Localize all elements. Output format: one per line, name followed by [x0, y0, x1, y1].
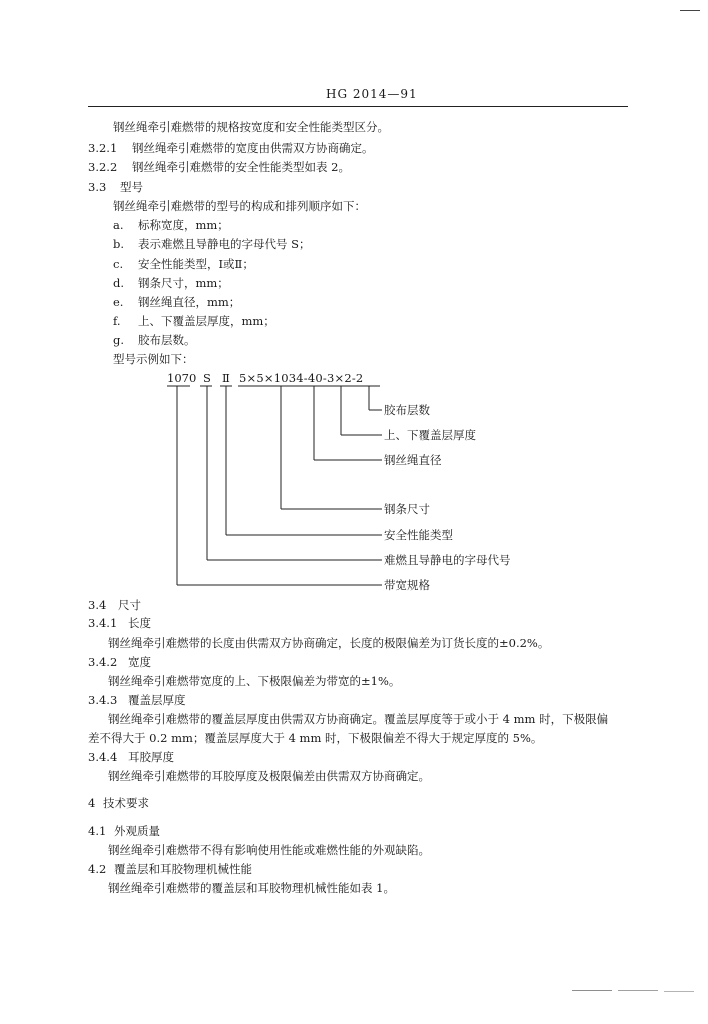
scan-artifact	[680, 10, 700, 11]
example-letter-code: S	[203, 371, 211, 385]
list-item-letter: f.	[113, 314, 121, 328]
list-item-text: 标称宽度，mm；	[138, 218, 229, 232]
list-item-letter: g.	[113, 333, 125, 347]
section-title: 覆盖层厚度	[128, 693, 186, 707]
scan-artifact	[664, 991, 694, 992]
example-code: 5×5×1034-40-3×2-2	[239, 371, 364, 385]
diagram-label: 胶布层数	[384, 403, 430, 417]
example-intro: 型号示例如下：	[113, 352, 194, 366]
section-title: 长度	[128, 616, 151, 630]
section-text: 钢丝绳牵引难燃带的长度由供需双方协商确定，长度的极限偏差为订货长度的±0.2%。	[108, 636, 550, 650]
list-item-text: 钢丝绳直径，mm；	[138, 295, 241, 309]
section-number: 4.1	[88, 824, 107, 838]
intro-text: 钢丝绳牵引难燃带的规格按宽度和安全性能类型区分。	[113, 120, 389, 134]
diagram-label: 上、下覆盖层厚度	[384, 428, 476, 442]
example-safety-type: Ⅱ	[222, 371, 230, 385]
section-number: 3.4.4	[88, 750, 118, 764]
section-text: 钢丝绳牵引难燃带的型号的构成和排列顺序如下：	[113, 199, 366, 213]
section-number: 3.2.2	[88, 160, 118, 174]
section-title: 覆盖层和耳胶物理机械性能	[114, 862, 252, 876]
list-item-letter: e.	[113, 295, 124, 309]
example-width: 1070	[167, 371, 197, 385]
list-item-letter: c.	[113, 257, 124, 271]
section-title: 尺寸	[118, 598, 141, 612]
section-title: 宽度	[128, 655, 151, 669]
list-item-text: 安全性能类型，Ⅰ或Ⅱ；	[138, 257, 254, 271]
list-item-letter: d.	[113, 276, 125, 290]
section-text: 钢丝绳牵引难燃带不得有影响使用性能或难燃性能的外观缺陷。	[108, 843, 430, 857]
section-title: 技术要求	[103, 796, 149, 810]
section-text: 钢丝绳牵引难燃带的耳胶厚度及极限偏差由供需双方协商确定。	[108, 769, 430, 783]
list-item-text: 上、下覆盖层厚度，mm；	[138, 314, 275, 328]
section-text: 钢丝绳牵引难燃带的覆盖层和耳胶物理机械性能如表 1。	[108, 881, 395, 895]
section-number: 4	[88, 796, 96, 810]
diagram-label: 带宽规格	[384, 578, 430, 592]
section-title: 耳胶厚度	[128, 750, 174, 764]
section-number: 3.4.1	[88, 616, 118, 630]
section-title: 外观质量	[114, 824, 160, 838]
diagram-label: 钢丝绳直径	[384, 453, 442, 467]
diagram-label: 安全性能类型	[384, 528, 453, 542]
section-number: 3.2.1	[88, 141, 118, 155]
section-text: 钢丝绳牵引难燃带的覆盖层厚度由供需双方协商确定。覆盖层厚度等于或小于 4 mm 时，下极限偏	[108, 712, 609, 726]
section-number: 3.4.2	[88, 655, 118, 669]
list-item-letter: b.	[113, 237, 125, 251]
list-item-text: 胶布层数。	[138, 333, 196, 347]
scan-artifact	[572, 990, 612, 991]
list-item-letter: a.	[113, 218, 124, 232]
scan-artifact	[618, 990, 658, 991]
section-text: 钢丝绳牵引难燃带宽度的上、下极限偏差为带宽的±1%。	[108, 674, 401, 688]
section-number: 3.3	[88, 180, 107, 194]
list-item-text: 钢条尺寸，mm；	[138, 276, 229, 290]
section-text: 钢丝绳牵引难燃带的安全性能类型如表 2。	[132, 160, 350, 174]
list-item-text: 表示难燃且导静电的字母代号 S；	[138, 237, 311, 251]
section-text: 差不得大于 0.2 mm；覆盖层厚度大于 4 mm 时，下极限偏差不得大于规定厚度的 5%。	[88, 731, 543, 745]
section-number: 3.4	[88, 598, 107, 612]
section-number: 3.4.3	[88, 693, 118, 707]
diagram-label: 难燃且导静电的字母代号	[384, 553, 511, 567]
section-title: 型号	[120, 180, 143, 194]
document-code: HG 2014—91	[326, 87, 418, 101]
section-number: 4.2	[88, 862, 107, 876]
diagram-label: 钢条尺寸	[384, 502, 430, 516]
section-text: 钢丝绳牵引难燃带的宽度由供需双方协商确定。	[132, 141, 374, 155]
